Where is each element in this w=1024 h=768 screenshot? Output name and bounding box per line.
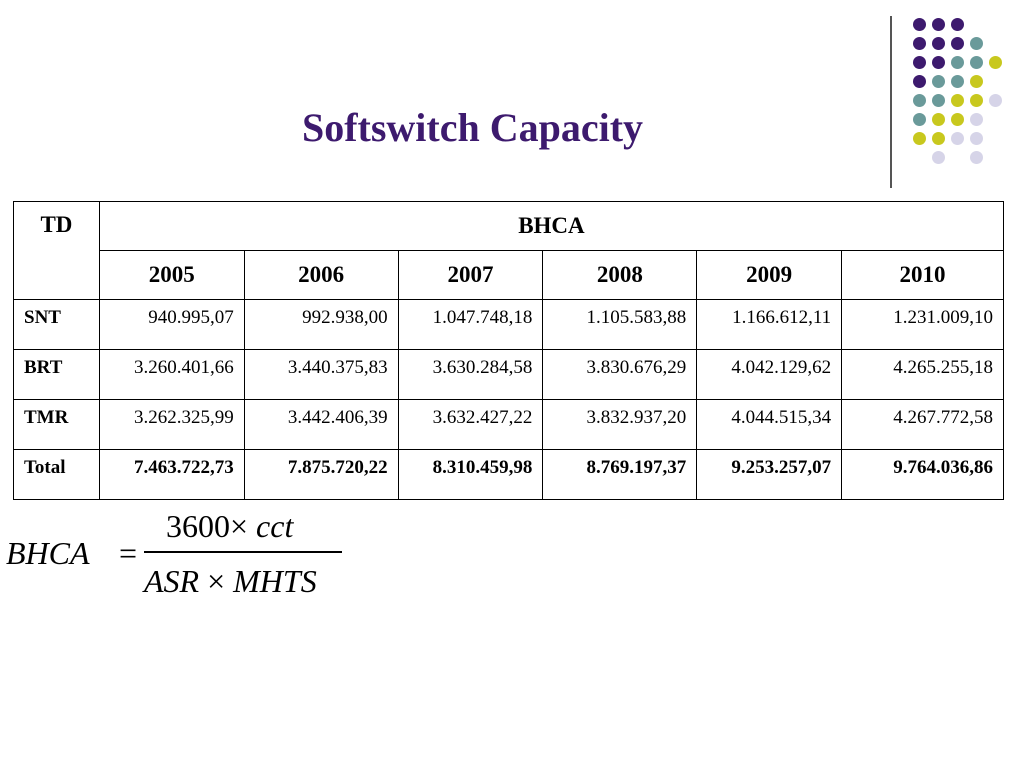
formula-denominator (144, 563, 317, 600)
table-cell: 3.632.427,22 (398, 400, 543, 450)
table-cell: 4.044.515,34 (697, 400, 842, 450)
dot (951, 94, 964, 107)
formula-numerator (166, 508, 293, 545)
year-header: 2007 (398, 251, 543, 300)
table-cell: 3.832.937,20 (543, 400, 697, 450)
header-row-years (14, 251, 1004, 300)
row-label: TMR (14, 400, 100, 450)
table-row (14, 350, 1004, 400)
dot (970, 94, 983, 107)
table-cell: 4.042.129,62 (697, 350, 842, 400)
dot (932, 18, 945, 31)
table-cell: 7.875.720,22 (244, 450, 398, 500)
total-row (14, 450, 1004, 500)
row-label: SNT (14, 300, 100, 350)
table-cell: 8.310.459,98 (398, 450, 543, 500)
dot (970, 56, 983, 69)
year-header: 2009 (697, 251, 842, 300)
dot (989, 56, 1002, 69)
denominator-asr: ASR (144, 563, 200, 599)
dot (951, 75, 964, 88)
dot (913, 37, 926, 50)
dot (970, 151, 983, 164)
table-row (14, 400, 1004, 450)
table-cell: 9.764.036,86 (842, 450, 1004, 500)
slide-title: Softswitch Capacity (301, 105, 644, 150)
table-cell: 4.265.255,18 (842, 350, 1004, 400)
dot (951, 18, 964, 31)
dot (970, 132, 983, 145)
divider-line (890, 16, 892, 188)
dot (951, 132, 964, 145)
bhca-table (13, 201, 1004, 500)
dot (913, 56, 926, 69)
dot (989, 94, 1002, 107)
row-label: Total (14, 450, 100, 500)
dot (932, 56, 945, 69)
denominator-mhts: MHTS (233, 563, 317, 599)
table-cell: 9.253.257,07 (697, 450, 842, 500)
dot (932, 151, 945, 164)
dot (951, 37, 964, 50)
table-row (14, 300, 1004, 350)
numerator-constant: 3600 (166, 508, 230, 544)
table-cell: 3.442.406,39 (244, 400, 398, 450)
year-header: 2005 (99, 251, 244, 300)
table-cell: 3.440.375,83 (244, 350, 398, 400)
table-cell: 3.260.401,66 (99, 350, 244, 400)
dot (913, 18, 926, 31)
fraction-bar (144, 551, 342, 553)
bhca-header: BHCA (99, 202, 1003, 251)
table-cell: 4.267.772,58 (842, 400, 1004, 450)
dot (913, 75, 926, 88)
dot (951, 113, 964, 126)
row-label: BRT (14, 350, 100, 400)
dot (970, 113, 983, 126)
dot (932, 75, 945, 88)
table-cell: 3.830.676,29 (543, 350, 697, 400)
table-cell: 1.231.009,10 (842, 300, 1004, 350)
dot (970, 37, 983, 50)
dot (951, 56, 964, 69)
year-header: 2008 (543, 251, 697, 300)
table-cell: 8.769.197,37 (543, 450, 697, 500)
numerator-variable: cct (256, 508, 294, 544)
formula-lhs: BHCA (6, 535, 90, 571)
table-cell: 1.047.748,18 (398, 300, 543, 350)
year-header: 2006 (244, 251, 398, 300)
table-cell: 940.995,07 (99, 300, 244, 350)
times-sign: × (207, 563, 226, 599)
table-cell: 992.938,00 (244, 300, 398, 350)
table-cell: 1.105.583,88 (543, 300, 697, 350)
table-cell: 1.166.612,11 (697, 300, 842, 350)
times-sign: × (230, 508, 249, 544)
dot (932, 37, 945, 50)
formula-equals: = (119, 535, 138, 571)
header-row-1 (14, 202, 1004, 251)
year-header: 2010 (842, 251, 1004, 300)
table-cell: 3.262.325,99 (99, 400, 244, 450)
table-cell: 3.630.284,58 (398, 350, 543, 400)
table-cell: 7.463.722,73 (99, 450, 244, 500)
dot (970, 75, 983, 88)
td-header: TD (14, 202, 100, 300)
